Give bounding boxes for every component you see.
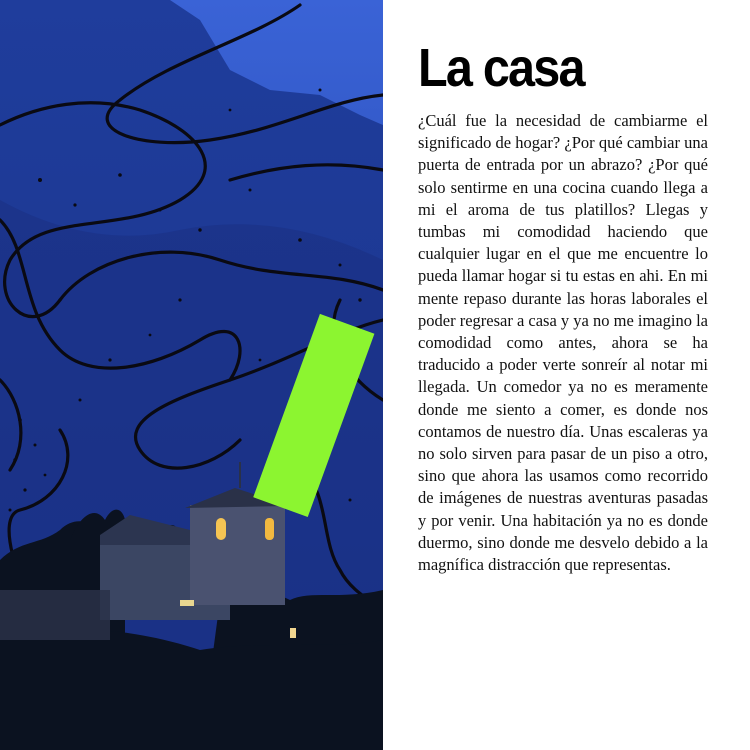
tower-window-right (265, 518, 274, 540)
stone-wall (0, 590, 110, 640)
article-body: ¿Cuál fue la necesidad de cambiarme el significado de hogar? ¿Por qué cambiar una puerta de entrada por un abrazo? ¿Por qué solo sentirme en una cocina cuando llega a mi el aroma de tus platillos? Llegas y tumbas mi comodidad haciendo que cualquier lugar en el que me encuentre lo pueda llamar hogar si tu estas en ahi. En mi mente repaso durante las horas laborales el poder regresar a casa y ya no me imagino la comodidad como antes, ahora se ha traducido a poder verte sonreír al notar mi llegada. Un comedor ya no es meramente donde me siento a comer, es donde nos contamos de nuestro día. Unas escaleras ya no solo sirven para pasar de un piso a otro, sino que ahora las usamos como recorrido de imágenes de nuestras aventuras pasadas y por venir. Una habitación ya no es donde duermo, sino donde me desvelo debido a la magnífica distracción que representas. (418, 111, 708, 575)
article (418, 40, 708, 576)
tower-window-left (216, 518, 226, 540)
article-title: La casa (418, 38, 584, 98)
church-door-light (180, 600, 194, 606)
